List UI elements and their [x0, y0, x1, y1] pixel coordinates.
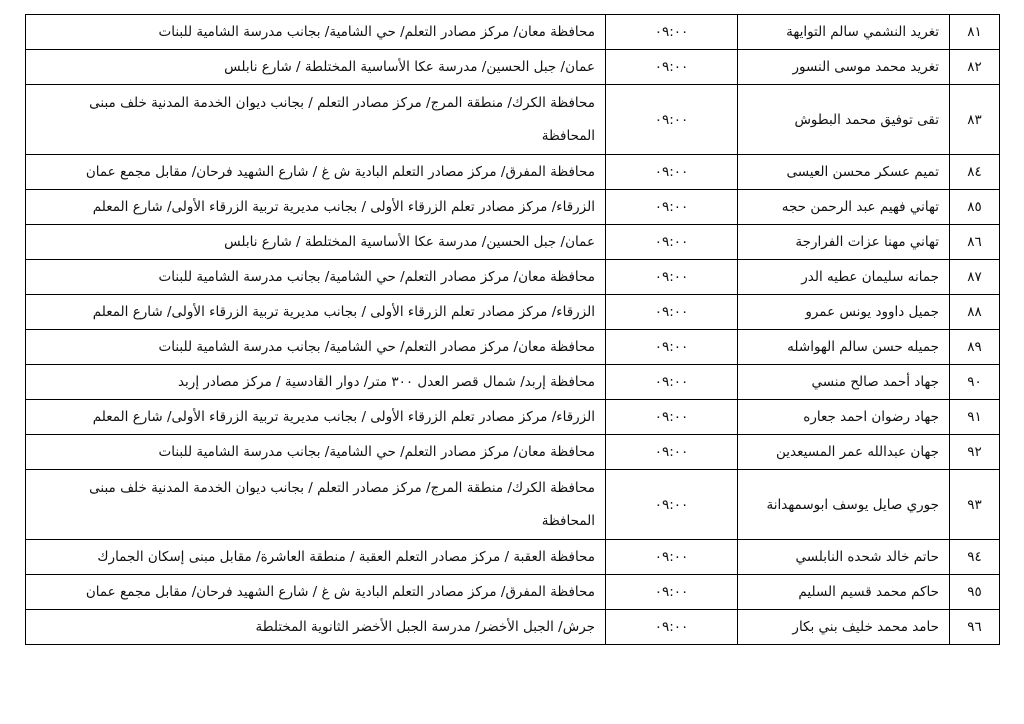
row-number: ٩٦	[950, 610, 1000, 645]
exam-time: ٠٩:٠٠	[606, 575, 738, 610]
applicant-name: حاكم محمد قسيم السليم	[738, 575, 950, 610]
table-row	[26, 155, 1000, 190]
row-number: ٨٥	[950, 190, 1000, 225]
exam-location: محافظة معان/ مركز مصادر التعلم/ حي الشامية/ بجانب مدرسة الشامية للبنات	[26, 15, 606, 50]
table-row	[26, 190, 1000, 225]
row-number: ٩٤	[950, 540, 1000, 575]
exam-time: ٠٩:٠٠	[606, 85, 738, 155]
row-number: ٨١	[950, 15, 1000, 50]
row-number: ٩١	[950, 400, 1000, 435]
applicant-name: جهان عبدالله عمر المسيعدين	[738, 435, 950, 470]
table-row	[26, 470, 1000, 540]
exam-time: ٠٩:٠٠	[606, 295, 738, 330]
applicant-name: جوري صايل يوسف ابوسمهدانة	[738, 470, 950, 540]
exam-location: محافظة الكرك/ منطقة المرج/ مركز مصادر التعلم / بجانب ديوان الخدمة المدنية خلف مبنى المحافظة	[26, 85, 606, 155]
exam-time: ٠٩:٠٠	[606, 50, 738, 85]
applicant-name: جميل داوود يونس عمرو	[738, 295, 950, 330]
exam-time: ٠٩:٠٠	[606, 540, 738, 575]
table-row	[26, 225, 1000, 260]
row-number: ٩٢	[950, 435, 1000, 470]
table-row	[26, 435, 1000, 470]
row-number: ٩٠	[950, 365, 1000, 400]
exam-location: محافظة العقبة / مركز مصادر التعلم العقبة / منطقة العاشرة/ مقابل مبنى إسكان الجمارك	[26, 540, 606, 575]
applicant-name: جمانه سليمان عطيه الدر	[738, 260, 950, 295]
exam-time: ٠٩:٠٠	[606, 260, 738, 295]
exam-location: جرش/ الجبل الأخضر/ مدرسة الجبل الأخضر الثانوية المختلطة	[26, 610, 606, 645]
exam-location: محافظة المفرق/ مركز مصادر التعلم البادية ش غ / شارع الشهيد فرحان/ مقابل مجمع عمان	[26, 575, 606, 610]
row-number: ٨٤	[950, 155, 1000, 190]
exam-location: محافظة معان/ مركز مصادر التعلم/ حي الشامية/ بجانب مدرسة الشامية للبنات	[26, 260, 606, 295]
exam-time: ٠٩:٠٠	[606, 470, 738, 540]
table-row	[26, 330, 1000, 365]
row-number: ٨٧	[950, 260, 1000, 295]
row-number: ٨٩	[950, 330, 1000, 365]
exam-time: ٠٩:٠٠	[606, 400, 738, 435]
applicant-name: تغريد محمد موسى النسور	[738, 50, 950, 85]
applicant-name: جهاد أحمد صالح منسي	[738, 365, 950, 400]
exam-location: محافظة الكرك/ منطقة المرج/ مركز مصادر التعلم / بجانب ديوان الخدمة المدنية خلف مبنى المحافظة	[26, 470, 606, 540]
table-row	[26, 85, 1000, 155]
table-row	[26, 50, 1000, 85]
applicant-name: تقى توفيق محمد البطوش	[738, 85, 950, 155]
exam-location: الزرقاء/ مركز مصادر تعلم الزرقاء الأولى / بجانب مديرية تربية الزرقاء الأولى/ شارع المعلم	[26, 190, 606, 225]
row-number: ٨٣	[950, 85, 1000, 155]
exam-time: ٠٩:٠٠	[606, 365, 738, 400]
applicants-table	[25, 14, 1000, 645]
applicant-name: جهاد رضوان احمد جعاره	[738, 400, 950, 435]
applicant-name: حاتم خالد شحده النابلسي	[738, 540, 950, 575]
exam-location: عمان/ جبل الحسين/ مدرسة عكا الأساسية المختلطة / شارع نابلس	[26, 225, 606, 260]
exam-location: عمان/ جبل الحسين/ مدرسة عكا الأساسية المختلطة / شارع نابلس	[26, 50, 606, 85]
applicant-name: تهاني مهنا عزات الفرارجة	[738, 225, 950, 260]
exam-time: ٠٩:٠٠	[606, 15, 738, 50]
row-number: ٨٦	[950, 225, 1000, 260]
exam-time: ٠٩:٠٠	[606, 330, 738, 365]
table-row	[26, 540, 1000, 575]
exam-location: الزرقاء/ مركز مصادر تعلم الزرقاء الأولى / بجانب مديرية تربية الزرقاء الأولى/ شارع المعلم	[26, 295, 606, 330]
exam-location: محافظة إربد/ شمال قصر العدل ٣٠٠ متر/ دوار القادسية / مركز مصادر إربد	[26, 365, 606, 400]
exam-time: ٠٩:٠٠	[606, 610, 738, 645]
exam-time: ٠٩:٠٠	[606, 435, 738, 470]
row-number: ٨٨	[950, 295, 1000, 330]
applicant-name: حامد محمد خليف بني بكار	[738, 610, 950, 645]
applicant-name: تهاني فهيم عبد الرحمن حجه	[738, 190, 950, 225]
table-row	[26, 295, 1000, 330]
exam-time: ٠٩:٠٠	[606, 155, 738, 190]
exam-location: الزرقاء/ مركز مصادر تعلم الزرقاء الأولى / بجانب مديرية تربية الزرقاء الأولى/ شارع المعلم	[26, 400, 606, 435]
table-row	[26, 365, 1000, 400]
exam-location: محافظة المفرق/ مركز مصادر التعلم البادية ش غ / شارع الشهيد فرحان/ مقابل مجمع عمان	[26, 155, 606, 190]
table-row	[26, 15, 1000, 50]
row-number: ٨٢	[950, 50, 1000, 85]
table-row	[26, 260, 1000, 295]
table-row	[26, 575, 1000, 610]
exam-location: محافظة معان/ مركز مصادر التعلم/ حي الشامية/ بجانب مدرسة الشامية للبنات	[26, 435, 606, 470]
exam-location: محافظة معان/ مركز مصادر التعلم/ حي الشامية/ بجانب مدرسة الشامية للبنات	[26, 330, 606, 365]
applicant-name: جميله حسن سالم الهواشله	[738, 330, 950, 365]
table-row	[26, 610, 1000, 645]
exam-time: ٠٩:٠٠	[606, 225, 738, 260]
table-row	[26, 400, 1000, 435]
exam-time: ٠٩:٠٠	[606, 190, 738, 225]
applicant-name: تميم عسكر محسن العيسى	[738, 155, 950, 190]
applicant-name: تغريد النشمي سالم التوايهة	[738, 15, 950, 50]
row-number: ٩٣	[950, 470, 1000, 540]
row-number: ٩٥	[950, 575, 1000, 610]
